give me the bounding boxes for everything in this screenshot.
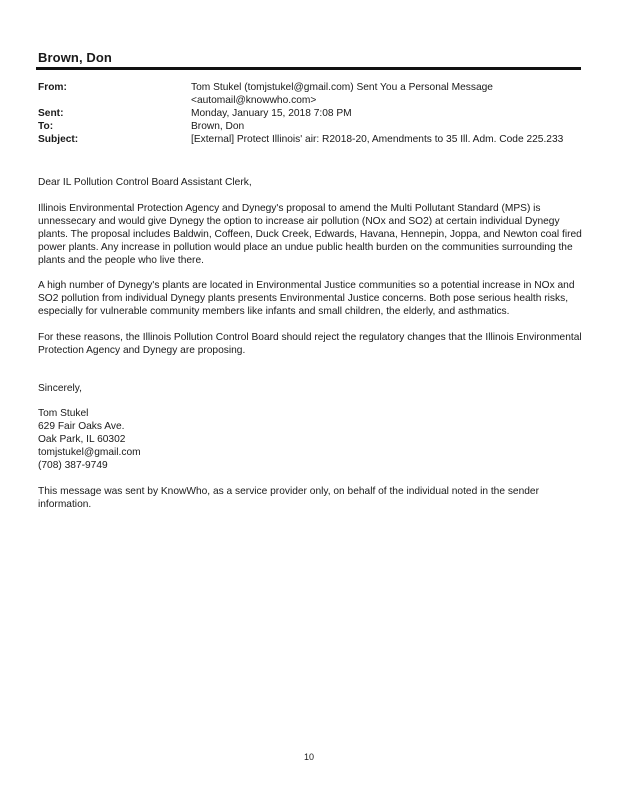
from-label: From: [38, 82, 67, 93]
signature-name: Tom Stukel [38, 408, 89, 419]
header-divider [36, 67, 581, 70]
subject-label: Subject: [38, 134, 79, 145]
closing: Sincerely, [38, 382, 82, 394]
subject-value: [External] Protect Illinois' air: R2018-20, Amendments to 35 Ill. Adm. Code 225.233 [191, 134, 564, 145]
sent-value: Monday, January 15, 2018 7:08 PM [191, 108, 352, 119]
body-paragraph-1: Illinois Environmental Protection Agency and Dynegy's proposal to amend the Multi Pollutant Standard (MPS) is unnessecary and would give Dynegy the option to increase air pollution (NOx and SO2) at certain individual Dynegy plants. The proposal includes Baldwin, Coffeen, Duck Creek, Edwards, Havana, Hennepin, Joppa, and Newton coal fired power plants. Any increase in pollution would place an undue public health burden on the communities surrounding the plants and the people who live there. [38, 202, 582, 266]
footer-note: This message was sent by KnowWho, as a service provider only, on behalf of the individual noted in the sender information. [38, 485, 539, 510]
email-body [38, 176, 583, 523]
sent-row [38, 107, 583, 120]
body-paragraph-2: A high number of Dynegy's plants are located in Environmental Justice communities so a potential increase in NOx and SO2 pollution from individual Dynegy plants presents Environmental Justice concerns. Both pose serious health risks, especially for vulnerable community members like infants and small children, the elderly, and asthmatics. [38, 280, 575, 317]
signature-street: 629 Fair Oaks Ave. [38, 421, 125, 432]
greeting: Dear IL Pollution Control Board Assistant Clerk, [38, 177, 252, 188]
body-paragraph-3: For these reasons, the Illinois Pollution Control Board should reject the regulatory changes that the Illinois Environmental Protection Agency and Dynegy are proposing. [38, 331, 582, 356]
signature-block [38, 407, 583, 472]
from-row [38, 81, 583, 107]
signature-city: Oak Park, IL 60302 [38, 434, 126, 445]
from-value [191, 81, 583, 107]
sent-label: Sent: [38, 108, 64, 119]
subject-row [38, 133, 583, 146]
signature-phone: (708) 387-9749 [38, 460, 108, 471]
email-headers [38, 81, 583, 146]
sender-name: Brown, Don [38, 50, 112, 65]
page-number: 10 [303, 752, 314, 762]
from-value-line1: Tom Stukel (tomjstukel@gmail.com) Sent You a Personal Message [191, 82, 493, 93]
from-value-line2: <automail@knowwho.com> [191, 95, 317, 106]
to-label: To: [38, 121, 54, 132]
to-row [38, 120, 583, 133]
to-value: Brown, Don [191, 121, 245, 132]
signature-email: tomjstukel@gmail.com [38, 447, 141, 458]
